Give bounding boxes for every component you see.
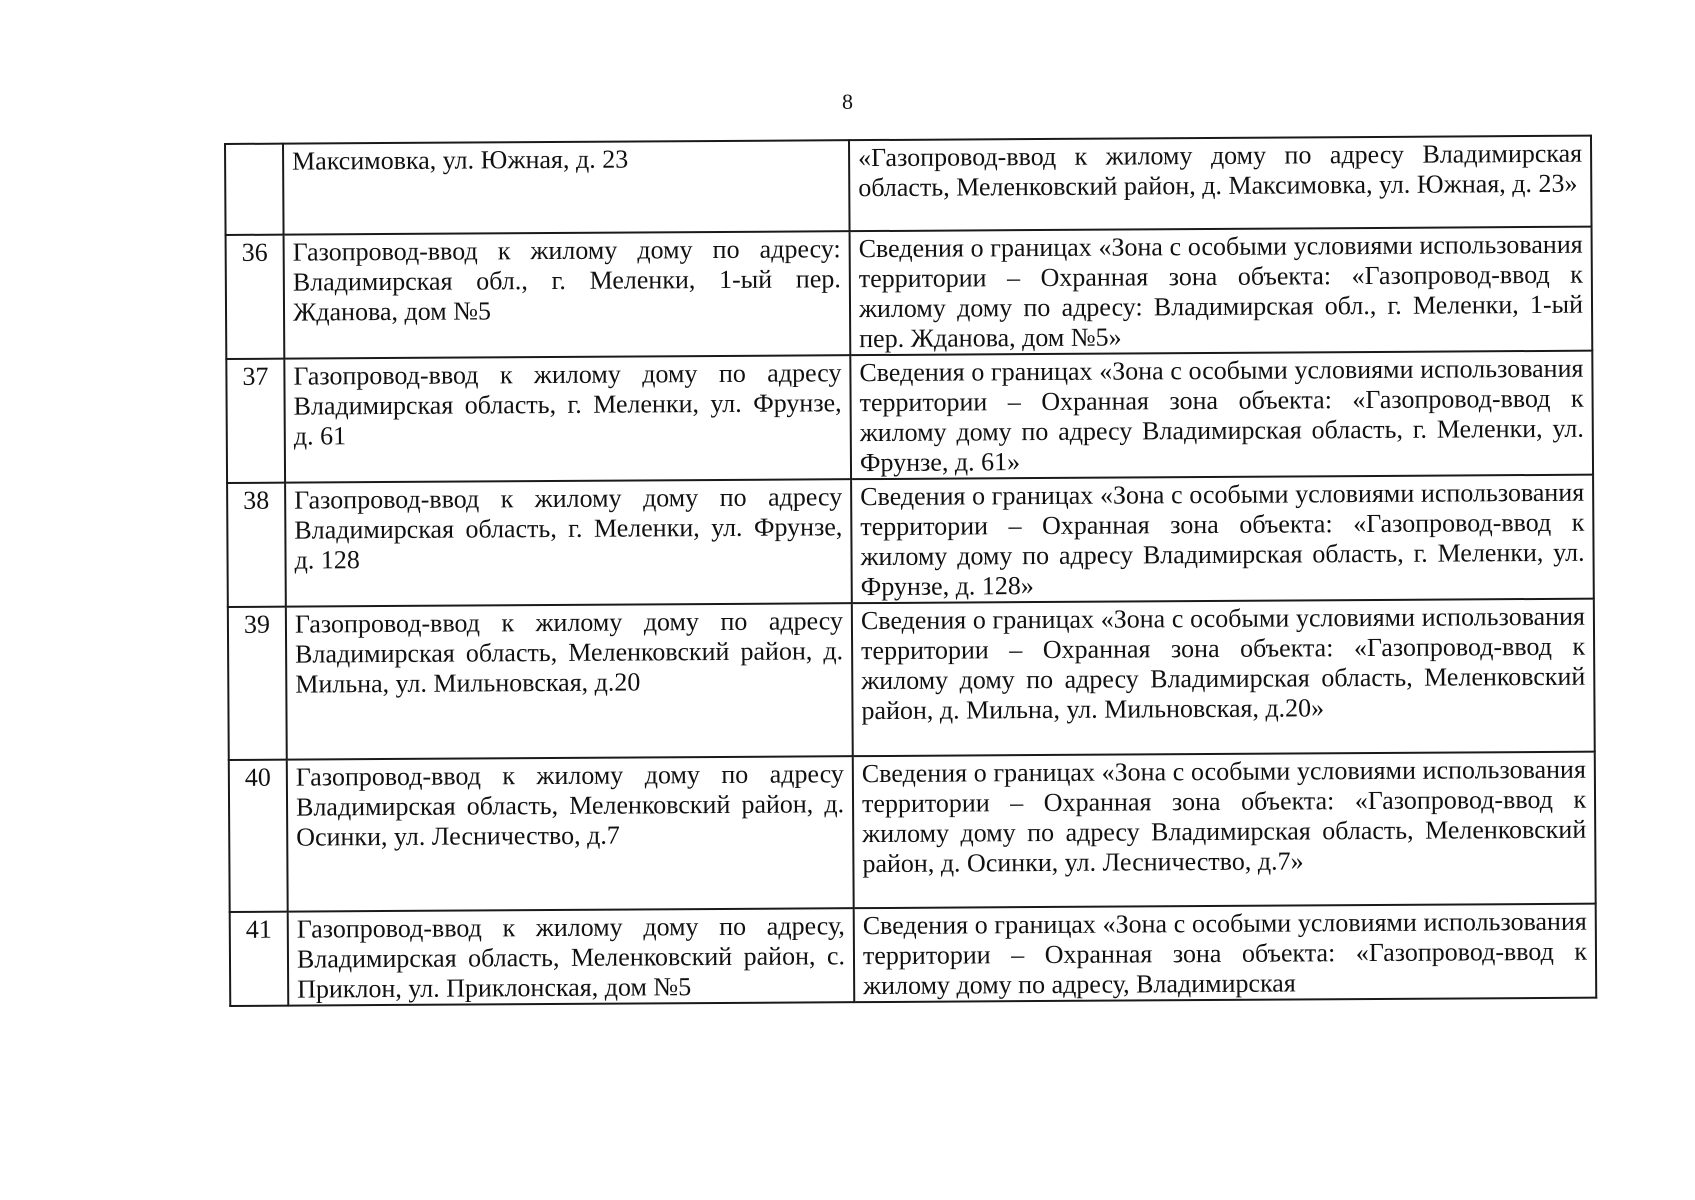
table-row — [228, 599, 1595, 760]
description-cell: Сведения о границах «Зона с особыми условиями использования территории – Охранная зона объекта: «Газопровод-ввод к жилому дому по адресу, Владимирская — [854, 904, 1597, 1003]
object-cell: Максимовка, ул. Южная, д. 23 — [283, 140, 850, 234]
page-number: 8 — [842, 89, 853, 114]
row-number: 39 — [228, 607, 287, 760]
description-cell: Сведения о границах «Зона с особыми условиями использования территории – Охранная зона объекта: «Газопровод-ввод к жилому дому по адресу Владимирская область, г. Меленки, ул. Фрунзе, д. 61» — [850, 351, 1593, 480]
object-cell: Газопровод-ввод к жилому дому по адресу Владимирская область, г. Меленки, ул. Фрунзе, д. 128 — [285, 479, 852, 606]
description-cell: «Газопровод-ввод к жилому дому по адресу Владимирская область, Меленковский район, д. Максимовка, ул. Южная, д. 23» — [849, 136, 1592, 232]
description-cell: Сведения о границах «Зона с особыми условиями использования территории – Охранная зона объекта: «Газопровод-ввод к жилому дому по адресу Владимирская область, г. Меленки, ул. Фрунзе, д. 128» — [851, 475, 1594, 604]
row-number: 36 — [226, 235, 285, 359]
description-cell: Сведения о границах «Зона с особыми условиями использования территории – Охранная зона объекта: «Газопровод-ввод к жилому дому по адресу: Владимирская обл., г. Меленки, 1-ый пер. Жданова, дом №5» — [850, 227, 1593, 356]
row-number: 40 — [229, 760, 288, 912]
table-row — [230, 904, 1597, 1006]
row-number: 41 — [230, 912, 289, 1006]
row-number: 37 — [226, 359, 285, 483]
object-cell: Газопровод-ввод к жилому дому по адресу Владимирская область, Меленковский район, д. Мильна, ул. Мильновская, д.20 — [286, 603, 853, 759]
object-cell: Газопровод-ввод к жилому дому по адресу Владимирская область, Меленковский район, д. Осинки, ул. Лесничество, д.7 — [287, 756, 854, 911]
table-row — [229, 752, 1596, 912]
object-cell: Газопровод-ввод к жилому дому по адресу: Владимирская обл., г. Меленки, 1-ый пер. Жданова, дом №5 — [284, 231, 851, 358]
table-row — [226, 351, 1593, 483]
table-row — [226, 227, 1593, 359]
zones-table — [224, 135, 1597, 1007]
table-row — [227, 475, 1594, 607]
description-cell: Сведения о границах «Зона с особыми условиями использования территории – Охранная зона объекта: «Газопровод-ввод к жилому дому по адресу Владимирская область, Меленковский район, д. Мильна, ул. Мильновская, д.20» — [852, 599, 1595, 757]
row-number — [225, 144, 284, 235]
object-cell: Газопровод-ввод к жилому дому по адресу Владимирская область, г. Меленки, ул. Фрунзе, д. 61 — [284, 355, 851, 482]
row-number: 38 — [227, 483, 286, 607]
table-row — [225, 136, 1592, 235]
description-cell: Сведения о границах «Зона с особыми условиями использования территории – Охранная зона объекта: «Газопровод-ввод к жилому дому по адресу Владимирская область, Меленковский район, д. Осинки, ул. Лесничество, д.7» — [853, 752, 1596, 909]
object-cell: Газопровод-ввод к жилому дому по адресу, Владимирская область, Меленковский район, с. Приклон, ул. Приклонская, дом №5 — [288, 908, 855, 1005]
